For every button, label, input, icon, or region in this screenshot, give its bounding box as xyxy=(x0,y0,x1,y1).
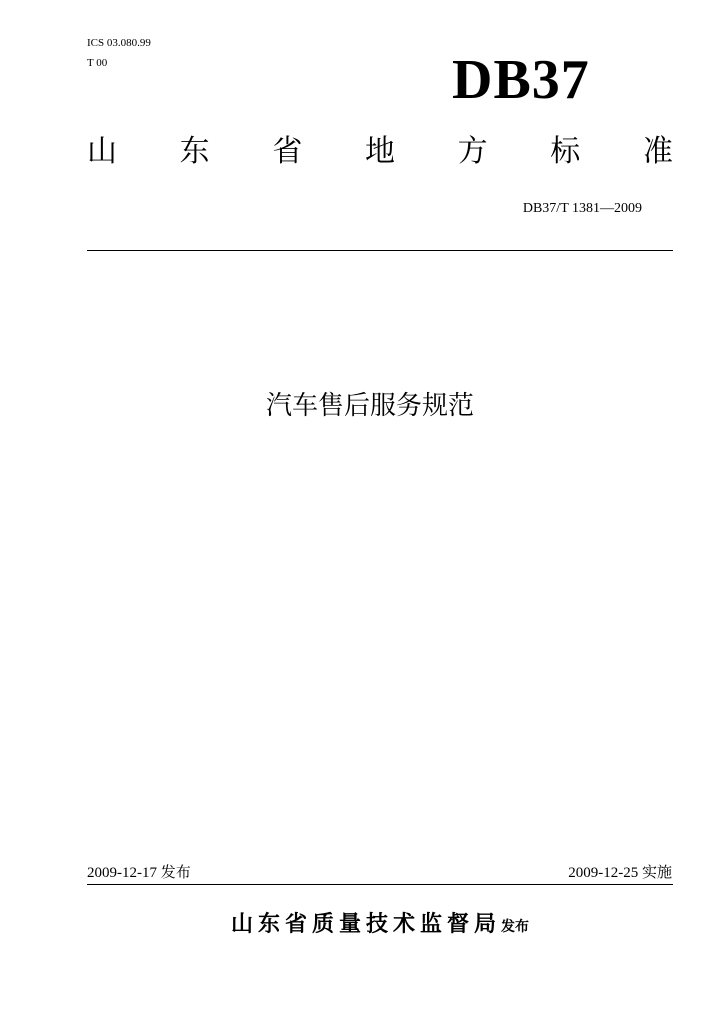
standard-type-char: 标 xyxy=(550,134,581,169)
standard-type-char: 山 xyxy=(87,134,117,169)
issue-date: 2009-12-17 发布 xyxy=(87,865,191,881)
standard-type-char: 东 xyxy=(179,134,210,169)
issuer-organization: 山东省质量技术监督局 xyxy=(230,912,501,937)
ics-code: ICS 03.080.99 xyxy=(87,37,151,49)
classification-code: T 00 xyxy=(87,57,108,69)
top-divider xyxy=(87,250,673,251)
standard-type-char: 准 xyxy=(642,134,673,169)
standard-type-char: 省 xyxy=(272,134,303,169)
issuer-suffix: 发布 xyxy=(501,919,529,935)
document-title: 汽车售后服务规范 xyxy=(265,391,474,421)
issuer xyxy=(0,910,724,942)
standard-type-char: 方 xyxy=(457,134,488,169)
standard-type-char: 地 xyxy=(364,134,395,169)
standard-type xyxy=(87,134,673,170)
standard-number: DB37/T 1381—2009 xyxy=(522,201,642,216)
implementation-date: 2009-12-25 实施 xyxy=(568,865,672,881)
db-code: DB37 xyxy=(452,49,590,111)
bottom-divider xyxy=(87,884,673,885)
